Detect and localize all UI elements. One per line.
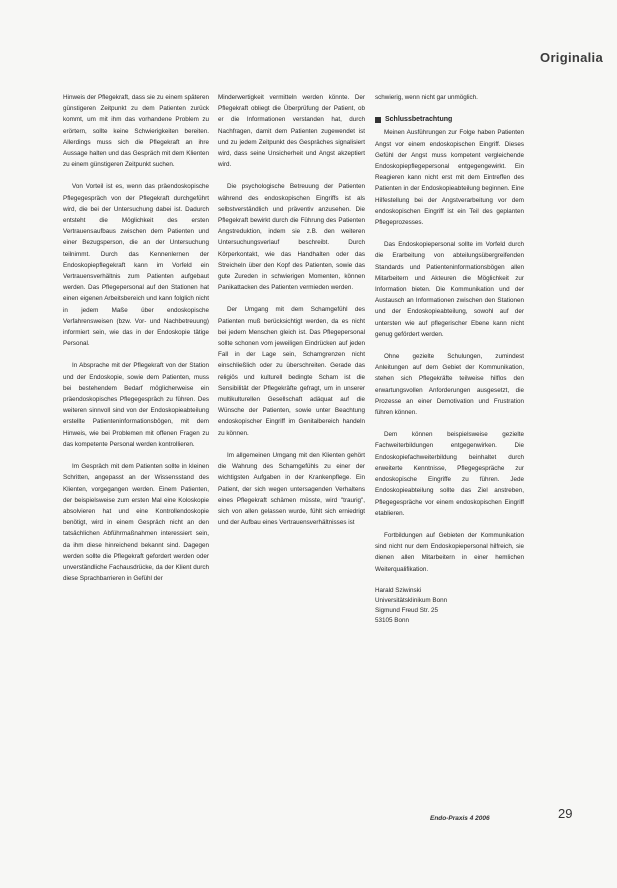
column-1 (63, 92, 209, 595)
paragraph: Ohne gezielte Schulungen, zumindest Anleitungen auf dem Gebiet der Kommunikation, stehen sich Pflegekräfte teilweise hilflos den erwartungsvollen Anforderungen ausgesetzt, die Prozesse an einer Demotivation und Frustration führen können. (375, 353, 524, 417)
address-line: Sigmund Freud Str. 25 (375, 606, 439, 614)
paragraph: Dem können beispielsweise gezielte Fachweiterbildungen entgegenwirken. Die Endoskopiefachweiterbildung beinhaltet durch erweiterte Kenntnisse, Pflegegespräche zur endoskopische Eingriffe zu führen. Jede Endoskopieabteilung sollte das Ziel anstreben, Pflegegespräche vor einem endoskopischen Eingriff etablieren. (375, 431, 524, 517)
paragraph: Meinen Ausführungen zur Folge haben Patienten Angst vor einem endoskopischen Eingriff. Dieses Gefühl der Angst muss kompetent vergleichende Endoskopiepflegepersonal entgegengewirkt. Ein Reagieren kann nicht erst mit dem Eintreffen des Patienten in der Endoskopieabteilung beginnen. Eine Hilfestellung bei der Angstverarbeitung vor dem endoskopischen Eingriff ist ein Teil des geplanten Pflegeprozesses. (375, 129, 524, 227)
paragraph: Von Vorteil ist es, wenn das präendoskopische Pflegegespräch von der Pflegekraft durchgeführt wird, die bei der Untersuchung dabei ist. Dadurch entsteht die Möglichkeit des ersten Vertrauensaufbaus zwischen dem Patienten und einer Bezugsperson, die an der Untersuchung teilnimmt. Durch das Kennenlernen der Endoskopiepflegekraft kann im Vorfeld ein Vertrauensverhältnis zum Patienten aufgebaut werden. Das Pflegepersonal auf den Stationen hat einen eigenen Arbeitsbereich und kann folglich nicht in jedem Maße über endoskopische Verfahrensweisen (bzw. Vor- und Nachbetreuung) informiert sein, wie das in der Endoskopie tätige Personal. (63, 183, 209, 348)
journal-footer: Endo-Praxis 4 2006 (430, 815, 490, 822)
paragraph: Das Endoskopiepersonal sollte im Vorfeld durch die Erarbeitung von abteilungsübergreifenden Standards und Patienteninformationsbögen allen Mitarbeitern und Akteuren die Möglichkeit zur Information bieten. Die Kommunikation und der Austausch an Informationen zwischen den Stationen und der Endoskopieabteilung, sowohl auf der untersten wie auf pflegerischer Ebene kann nicht genug gefördert werden. (375, 241, 524, 338)
section-heading (375, 114, 524, 125)
page-number: 29 (558, 806, 573, 821)
address-line: 53105 Bonn (375, 616, 409, 624)
square-bullet-icon (375, 117, 381, 123)
running-head: Originalia (540, 50, 603, 65)
paragraph: schwierig, wenn nicht gar unmöglich. (375, 94, 478, 101)
paragraph: Hinweis der Pflegekraft, dass sie zu einem späteren günstigeren Zeitpunkt zu dem Patienten zurück kommt, um mit ihm das vorhandene Problem zu erörtern, sollte keine Schwierigkeiten bereiten. Allerdings muss sich die Pflegekraft an ihre Aussage halten und das Gespräch mit dem Klienten zu einem günstigeren Zeitpunkt suchen. (63, 94, 209, 169)
column-3 (375, 92, 524, 626)
author-address (375, 586, 524, 626)
paragraph: In Absprache mit der Pflegekraft von der Station und der Endoskopie, sowie dem Patienten, muss bei bestehendem Bedarf möglicherweise ein präendoskopisches Pflegegespräch zu führen. Des weiteren sinnvoll sind von der Endoskopieabteilung erstellte Patienteninformationsbögen, mit dem Hinweis, wie bei Problemen mit offenen Fragen zu das kompetente Personal werden kontrollieren. (63, 362, 209, 448)
paragraph: Im allgemeinen Umgang mit den Klienten gehört die Wahrung des Schamgefühls zu einer der wichtigsten Aufgaben in der Krankenpflege. Ein Patient, der sich wegen untersagenden Verhaltens eines Pflegekraft schämen müsste, wird "traurig", sich von allen gelassen wurde, fühlt sich erniedrigt und der Aufbau eines Vertrauensverhältnisses ist (218, 451, 365, 527)
column-2 (218, 92, 365, 539)
address-line: Universitätsklinikum Bonn (375, 596, 448, 604)
section-heading-text: Schlussbetrachtung (385, 116, 453, 124)
paragraph: Die psychologische Betreuung der Patienten während des endoskopischen Eingriffs ist als selbstverständlich und präventiv anzusehen. Die Pflegekraft bewirkt durch die Führung des Patienten Angstreduktion, indem sie z.B. den weiteren Untersuchungsverlauf beschreibt. Durch Körperkontakt, wie das Handhalten oder das Streicheln über den Kopf des Patienten, sowie das gute Zureden in schwierigen Momenten, können Panikattacken des Patienten vermieden werden. (218, 183, 365, 292)
author-name: Harald Sziwinski (375, 586, 422, 594)
paragraph: Der Umgang mit dem Schamgefühl des Patienten muß berücksichtigt werden, da es nicht bei jedem Menschen gleich ist. Das Pflegepersonal sollte schonen vom jeweiligen Eindrücken auf jeden Fall in der Lage sein, Schamgrenzen nicht einschließlich oder zu überschreiten. Gerade das religiös und kulturell bedingte Scham ist die Sensibilität der Pflegekräfte gefragt, um in unserer multikulturellen Gesellschaft adäquat auf die Wünsche der Patienten, sowie unter Beachtung endoskopischer Eingriff im Genitalbereich handeln zu können. (218, 306, 365, 437)
paragraph: Minderwertigkeit vermitteln werden könnte. Der Pflegekraft obliegt die Überprüfung der Patient, ob er die Informationen verstanden hat, durch Nachfragen, damit dem Patienten zugewendet ist und zu jedem Zeitpunkt des Gespräches signalisiert wird, dass seine Unsicherheit und Angst akzeptiert wird. (218, 94, 365, 169)
paragraph: Fortbildungen auf Gebieten der Kommunikation sind nicht nur dem Endoskopiepersonal hilfreich, sie dienen allen Mitarbeitern in einer hemlichen Weiterqualifikation. (375, 531, 524, 573)
paragraph: Im Gespräch mit dem Patienten sollte in kleinen Schritten, angepasst an der Wissensstand des Klienten, vorgegangen werden. Einem Patienten, der beispielsweise zum ersten Mal eine Koloskopie absolvieren hat und eine Kontrollendoskopie benötigt, wird in einem Gespräch nicht an den tatsächlichen Abführmaßnahmen interessiert sein, da ihm diese hinreichend bekannt sind. Dagegen werden sollte die Pflegekraft gefordert werden oder unverständliche Fachausdrücke, da der Klient durch diese Sprachbarrieren in Gefühl der (63, 463, 209, 583)
